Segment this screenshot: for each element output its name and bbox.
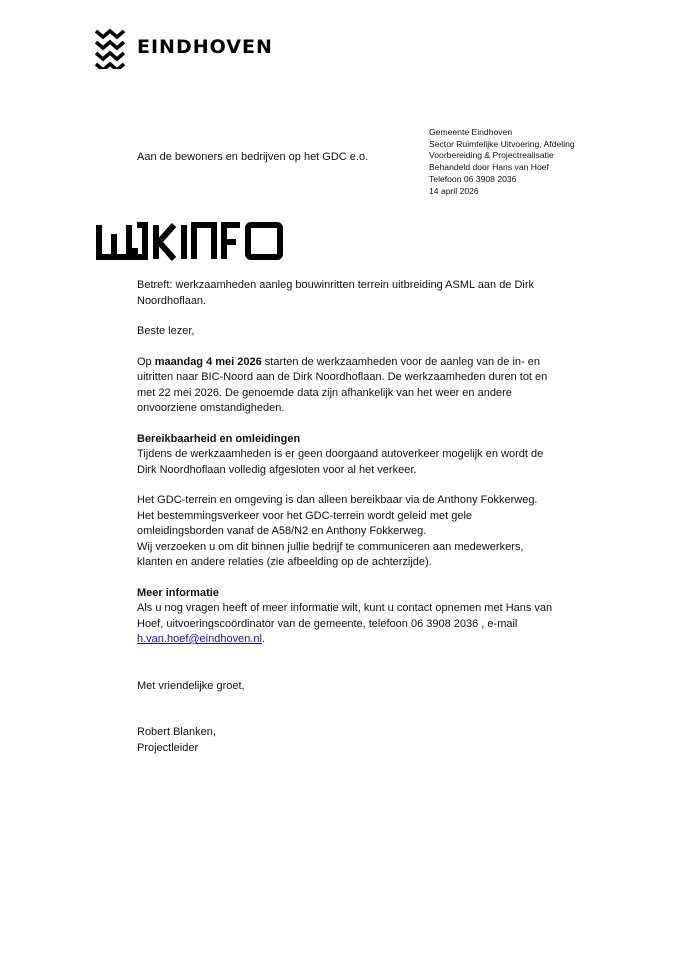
addressee: Aan de bewoners en bedrijven op het GDC e.o. xyxy=(137,151,369,163)
section-heading-info: Meer informatie xyxy=(137,586,219,599)
sender-line: Behandeld door Hans van Hoef xyxy=(429,162,549,173)
request-paragraph: Wij verzoeken u om dit binnen jullie bedrijf te communiceren aan medewerkers, klanten en andere relaties (zie afbeelding op de achterzijde). xyxy=(137,540,524,568)
wijkinfo-wordmark xyxy=(96,222,286,262)
sender-line: Voorbereiding & Projectrealisatie xyxy=(429,150,554,161)
sender-block xyxy=(429,127,575,197)
sender-line: Telefoon 06 3908 2036 xyxy=(429,173,517,184)
sender-line: Gemeente Eindhoven xyxy=(429,127,513,137)
letter-body xyxy=(137,278,557,756)
start-date: maandag 4 mei 2026 xyxy=(154,355,262,368)
intro-text-after: starten de werkzaamheden voor de aanleg van de in- en uitritten naar BIC-Noord aan de Dirk Noordhoflaan. De werkzaamheden duren tot en met 22 mei 2026. De genoemde data zijn afhankelijk van het weer en andere onvoorziene omstandigheden. xyxy=(137,355,548,414)
section-heading-accessibility: Bereikbaarheid en omleidingen xyxy=(137,432,301,445)
salutation: Beste lezer, xyxy=(137,325,195,337)
intro-paragraph xyxy=(137,355,557,417)
email-link[interactable]: h.van.hoef@eindhoven.nl xyxy=(137,633,262,645)
sender-date: 14 april 2026 xyxy=(429,185,479,196)
logo-text: EINDHOVEN xyxy=(137,36,273,59)
closure-paragraph: Tijdens de werkzaamheden is er geen doorgaand autoverkeer mogelijk en wordt de Dirk Noordhoflaan volledig afgesloten voor al het verkeer. xyxy=(137,448,544,476)
closing: Met vriendelijke groet, xyxy=(137,679,245,692)
eindhoven-wave-icon xyxy=(95,27,125,69)
email-suffix: . xyxy=(261,633,265,645)
signature-title: Projectleider xyxy=(137,741,199,754)
signature-name: Robert Blanken, xyxy=(137,726,216,738)
subject-line: Betreft: werkzaamheden aanleg bouwinritten terrein uitbreiding ASML aan de Dirk Noordhoflaan. xyxy=(137,279,535,307)
intro-text-before: Op xyxy=(137,355,155,368)
wijkinfo-logo xyxy=(96,222,286,268)
contact-text: Als u nog vragen heeft of meer informatie wilt, kunt u contact opnemen met Hans van Hoef, uitvoeringscoördinator van de gemeente, telefoon 06 3908 2036 , e-mail xyxy=(137,602,553,630)
eindhoven-logo xyxy=(95,27,273,69)
detour-paragraph: Het GDC-terrein en omgeving is dan alleen bereikbaar via de Anthony Fokkerweg. Het bestemmingsverkeer voor het GDC-terrein wordt geleid met gele omleidingsborden vanaf de A58/N2 en Anthony Fokkerweg. xyxy=(137,494,538,537)
sender-line: Sector Ruimtelijke Uitvoering, Afdeling xyxy=(429,138,575,149)
contact-paragraph xyxy=(137,601,557,648)
